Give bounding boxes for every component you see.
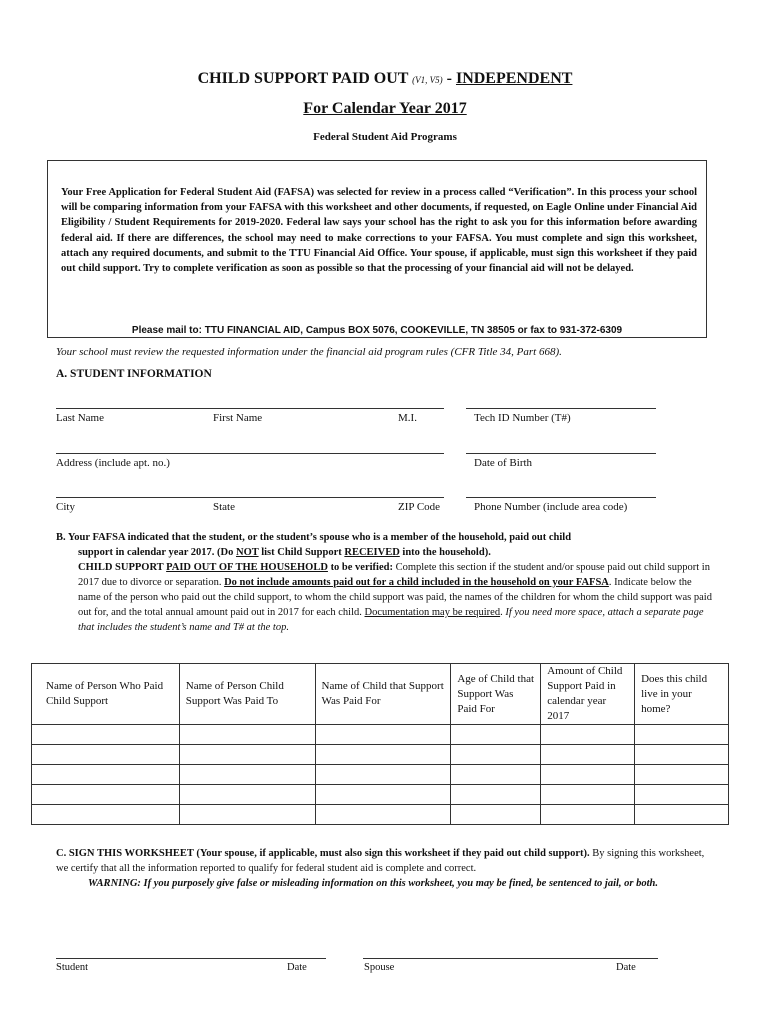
- extra-space-note: If you need more space, attach a separate page that includes the student’s name and T# at the top.: [78, 607, 704, 633]
- received-emphasis: RECEIVED: [344, 547, 400, 558]
- section-b-lead-2: support in calendar year 2017. (Do: [78, 547, 236, 558]
- last-name-label: Last Name: [56, 412, 104, 424]
- table-cell[interactable]: [541, 805, 635, 825]
- col-payer-header: Name of Person Who Paid Child Support: [32, 664, 180, 725]
- table-cell[interactable]: [315, 805, 451, 825]
- address-field-line[interactable]: [56, 453, 444, 454]
- section-b-lead-4: into the household).: [399, 547, 491, 558]
- dob-label: Date of Birth: [474, 457, 533, 469]
- warning-text: WARNING: If you purposely give false or misleading information on this worksheet, you may be fined, be sentenced to jail, or both.: [88, 878, 659, 889]
- mail-instructions: Please mail to: TTU FINANCIAL AID, Campus BOX 5076, COOKEVILLE, TN 38505 or fax to 931-372-6309: [131, 325, 623, 336]
- state-label: State: [213, 501, 235, 513]
- table-cell[interactable]: [315, 765, 451, 785]
- table-cell[interactable]: [315, 785, 451, 805]
- cfr-note: Your school must review the requested information under the financial aid program rules (CFR Title 34, Part 668).: [56, 346, 562, 358]
- phone-label: Phone Number (include area code): [474, 501, 628, 513]
- title-dash: -: [442, 70, 456, 87]
- section-a-heading: A. STUDENT INFORMATION: [56, 368, 212, 380]
- section-c-body: By signing this worksheet, we certify that all the information reported to qualify for federal student aid is complete and correct.: [56, 848, 705, 874]
- cs-instructions-1: Complete this section if the student and/or spouse paid out child support in 2017 due to divorce or separation.: [78, 562, 710, 588]
- table-cell[interactable]: [179, 745, 315, 765]
- section-c-text: [56, 846, 718, 891]
- name-field-line[interactable]: [56, 408, 444, 409]
- section-c-heading: C. SIGN THIS WORKSHEET (Your spouse, if applicable, must also sign this worksheet if they paid out child support).: [56, 848, 590, 859]
- col-child-name-header: Name of Child that Support Was Paid For: [315, 664, 451, 725]
- verification-text: Your Free Application for Federal Student Aid (FAFSA) was selected for review in a process called “Verification”. In this process your school will be comparing information from your FAFSA with this worksheet and other documents, if requested, on Eagle Online under Financial Aid Eligibility / Student Requirements for 2019-2020. Federal law says your school has the right to ask you for this information before awarding federal aid. If there are differences, the school may need to make corrections to your FAFSA. You must complete and sign this worksheet, attach any required documents, and submit to the TTU Financial Aid Office. Your spouse, if applicable, must sign this worksheet if they paid out child support. Try to complete verification as soon as possible so that the processing of your financial aid will not be delayed.: [61, 187, 697, 275]
- table-cell[interactable]: [635, 725, 729, 745]
- child-support-table: [31, 663, 729, 825]
- student-date-label: Date: [287, 962, 307, 973]
- table-cell[interactable]: [635, 745, 729, 765]
- paid-out-emphasis: PAID OUT OF THE HOUSEHOLD: [166, 562, 328, 573]
- title-independent: INDEPENDENT: [455, 70, 573, 87]
- col-amount-header: Amount of Child Support Paid in calendar year 2017: [541, 664, 635, 725]
- table-cell[interactable]: [541, 745, 635, 765]
- programs-label: Federal Student Aid Programs: [313, 131, 457, 143]
- section-b-lead: B. Your FAFSA indicated that the student, or the student’s spouse who is a member of the household, paid out child: [56, 532, 572, 543]
- table-header-row: [32, 664, 729, 725]
- cs-heading-b: to be verified:: [327, 562, 393, 573]
- cs-instructions-3: .: [500, 607, 506, 618]
- table-cell[interactable]: [32, 745, 180, 765]
- table-cell[interactable]: [179, 765, 315, 785]
- mi-label: M.I.: [398, 412, 417, 424]
- zip-label: ZIP Code: [398, 501, 441, 513]
- table-row: [32, 725, 729, 745]
- table-row: [32, 805, 729, 825]
- table-cell[interactable]: [451, 725, 541, 745]
- student-signature-line[interactable]: [56, 958, 326, 959]
- tech-id-field-line[interactable]: [466, 408, 656, 409]
- table-cell[interactable]: [541, 725, 635, 745]
- do-not-include-note: Do not include amounts paid out for a child included in the household on your FAFSA: [224, 577, 609, 588]
- table-cell[interactable]: [179, 785, 315, 805]
- table-cell[interactable]: [541, 765, 635, 785]
- section-b-lead-3: list Child Support: [258, 547, 345, 558]
- table-cell[interactable]: [451, 765, 541, 785]
- table-cell[interactable]: [315, 725, 451, 745]
- phone-field-line[interactable]: [466, 497, 656, 498]
- first-name-label: First Name: [213, 412, 263, 424]
- table-cell[interactable]: [635, 785, 729, 805]
- address-label: Address (include apt. no.): [56, 457, 170, 469]
- col-lives-home-header: Does this child live in your home?: [635, 664, 729, 725]
- table-row: [32, 785, 729, 805]
- spouse-signature-label: Spouse: [364, 962, 395, 973]
- city-label: City: [56, 501, 75, 513]
- not-emphasis: NOT: [236, 547, 259, 558]
- documentation-note: Documentation may be required: [364, 607, 501, 618]
- table-cell[interactable]: [179, 725, 315, 745]
- table-cell[interactable]: [32, 785, 180, 805]
- page-subtitle: For Calendar Year 2017: [303, 100, 467, 117]
- student-signature-label: Student: [56, 962, 89, 973]
- city-state-zip-field-line[interactable]: [56, 497, 444, 498]
- title-main: CHILD SUPPORT PAID OUT: [197, 70, 409, 87]
- table-cell[interactable]: [32, 765, 180, 785]
- tech-id-label: Tech ID Number (T#): [474, 412, 571, 424]
- dob-field-line[interactable]: [466, 453, 656, 454]
- page-title: [0, 70, 770, 88]
- col-payee-header: Name of Person Child Support Was Paid To: [179, 664, 315, 725]
- verification-info-box: [47, 160, 707, 338]
- section-b-text: [56, 530, 716, 635]
- title-version: (V1, V5): [412, 75, 443, 85]
- cs-heading-a: CHILD SUPPORT: [78, 562, 167, 573]
- spouse-signature-line[interactable]: [363, 958, 658, 959]
- table-cell[interactable]: [179, 805, 315, 825]
- table-cell[interactable]: [451, 785, 541, 805]
- table-cell[interactable]: [32, 805, 180, 825]
- col-child-age-header: Age of Child that Support Was Paid For: [451, 664, 541, 725]
- table-cell[interactable]: [541, 785, 635, 805]
- table-cell[interactable]: [451, 745, 541, 765]
- spouse-date-label: Date: [616, 962, 636, 973]
- table-cell[interactable]: [315, 745, 451, 765]
- table-cell[interactable]: [451, 805, 541, 825]
- table-cell[interactable]: [635, 805, 729, 825]
- table-row: [32, 745, 729, 765]
- table-row: [32, 765, 729, 785]
- table-cell[interactable]: [32, 725, 180, 745]
- cs-instructions-2: . Indicate below the name of the person who paid out the child support, to whom the child support was paid, the names of the children for whom the child support was paid out for, and the total annual amount paid out in 2017 for each child.: [78, 577, 712, 618]
- table-cell[interactable]: [635, 765, 729, 785]
